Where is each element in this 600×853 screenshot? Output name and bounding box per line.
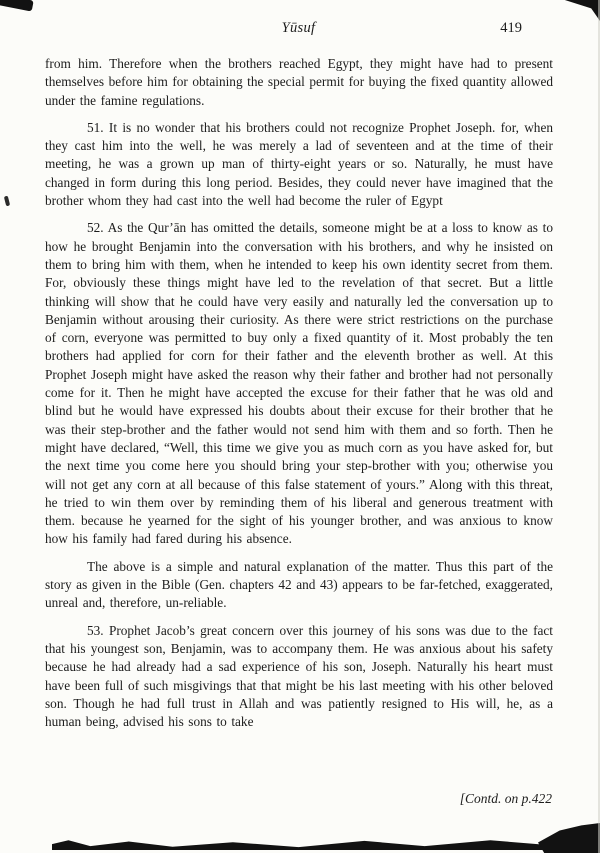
- paragraph-note-53: 53. Prophet Jacob’s great concern over this journey of his sons was due to the fact that his youngest son, Benjamin, was to accompany them. He was anxious about his safety because he had already had a sad experience of his son, Joseph. Naturally his heart must have been full of such misgivings that that might be his last meeting with his other beloved son. Though he had full trust in Allah and was patiently resigned to His will, he, as a human being, advised his sons to take: [45, 622, 553, 730]
- paragraph-note-51: 51. It is no wonder that his brothers could not recognize Prophet Joseph. for, when they cast him into the well, he was merely a lad of seventeen and at the time of their meeting, he was a grown up man of thirty-eight years or so. Naturally, he must have changed in form during this long period. Besides, they could never have imagined that the brother whom they had cast into the well had become the ruler of Egypt: [45, 119, 553, 209]
- page-body: [45, 55, 553, 731]
- page-footer: [460, 791, 552, 807]
- continuation-note: [Contd. on p.422: [459, 791, 552, 806]
- scan-artifact-bottom-smudge: [52, 837, 600, 850]
- paragraph-continuation: from him. Therefore when the brothers reached Egypt, they might have had to present themselves before him for obtaining the special permit for buying the fixed quantity allowed under the famine regulations.: [45, 56, 553, 108]
- scan-artifact-bottom-right: [538, 823, 600, 853]
- paragraph-note-52: 52. As the Qur’ān has omitted the details, someone might be at a loss to know as to how he brought Benjamin into the conversation with his brothers, and why he insisted on them to bring him with them, when he intended to keep his own identity secret from them. For, obviously these things might have led to the revelation of that secret. But a little thinking will show that he could have very easily and naturally led the conversation up to Benjamin without arousing their curiosity. As there were strict restrictions on the purchase of corn, everyone was permitted to buy only a fixed quantity of it. Most probably the ten brothers had applied for corn for their father and the eleventh brother as well. At this Prophet Joseph might have asked the reason why their father and brother had not personally come for it. Then he might have accepted the excuse for their father that he was old and blind but he would have expressed his doubts about their excuse for their brother that he was their step-brother and the father would not send him with them and so forth. Then he might have declared, “Well, this time we give you as much corn as you have asked for, but the next time you come here you should bring your step-brother with you; otherwise you will not get any corn at all because of this false statement of yours.” Along with this threat, he tried to win them over by reminding them of his liberal and generous treatment with them. because he yearned for the sight of his younger brother, and was anxious to know how his family had fared during his absence.: [45, 220, 553, 547]
- scan-artifact-top-left: [0, 0, 34, 12]
- paragraph-bible-comment: The above is a simple and natural explanation of the matter. Thus this part of the story as given in the Bible (Gen. chapters 42 and 43) appears to be far-fetched, exaggerated, unreal and, therefore, un-reliable.: [45, 558, 553, 611]
- page-number: 419: [500, 20, 522, 36]
- page-header: [45, 20, 552, 40]
- scan-artifact-left-edge: [4, 196, 10, 207]
- scan-artifact-top-right: [560, 0, 600, 21]
- running-title: Yūsuf: [281, 20, 316, 36]
